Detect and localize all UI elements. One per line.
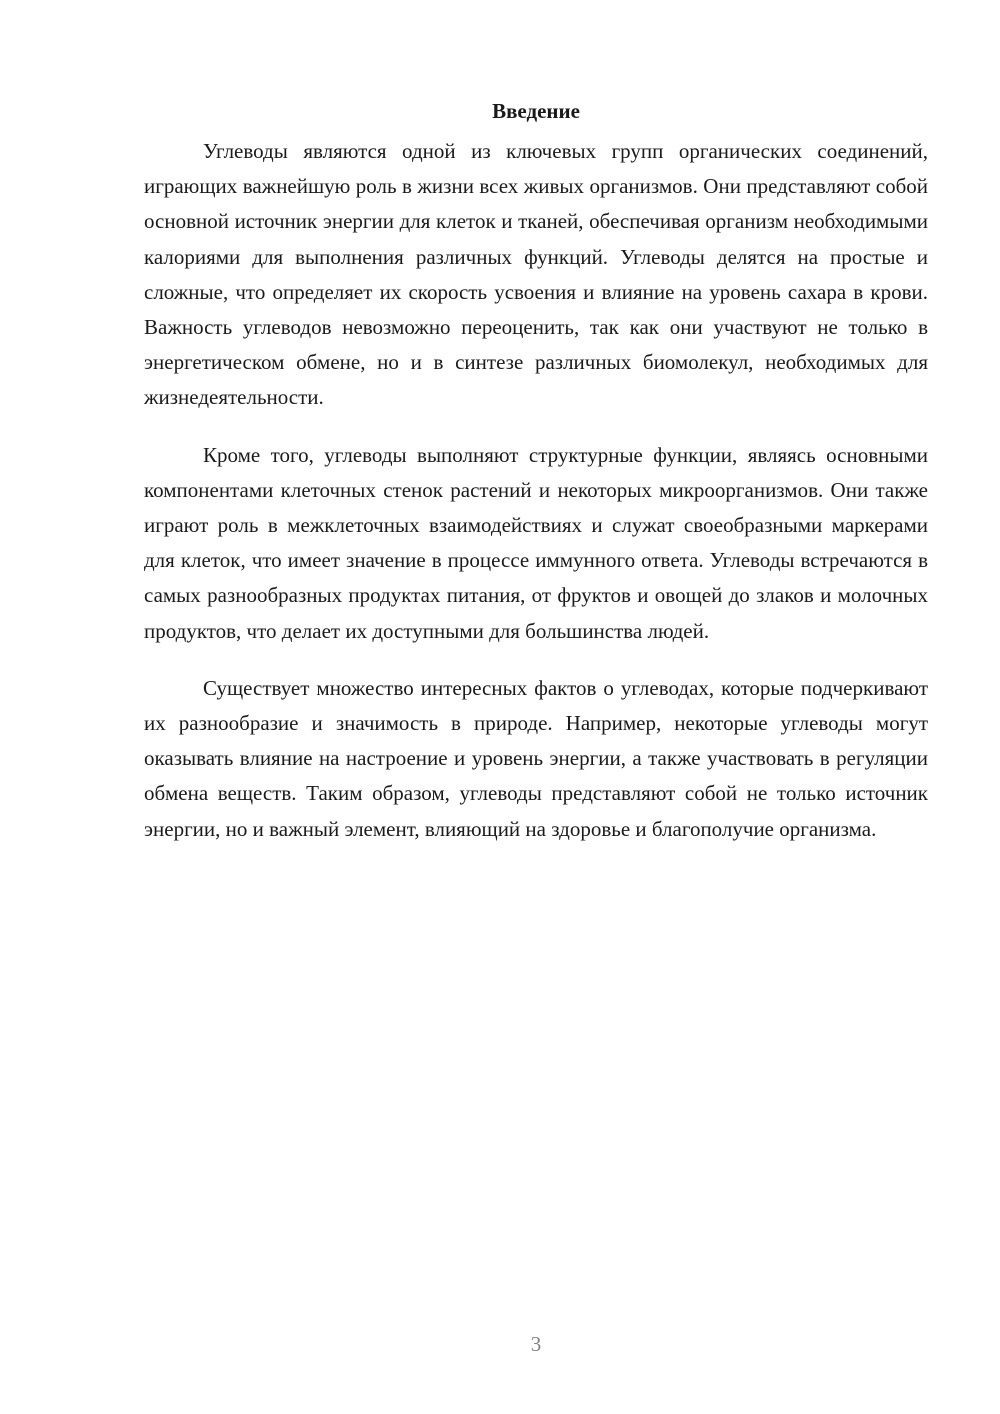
section-title: Введение [492, 99, 580, 123]
page-content [144, 96, 928, 869]
paragraph-2: Кроме того, углеводы выполняют структурные функции, являясь основными компонентами клеточных стенок растений и некоторых микроорганизмов. Они также играют роль в межклеточных взаимодействиях и служат своеобразными маркерами для клеток, что имеет значение в процессе иммунного ответа. Углеводы встречаются в самых разнообразных продуктах питания, от фруктов и овощей до злаков и молочных продуктов, что делает их доступными для большинства людей. [144, 442, 928, 643]
page-number: 3 [530, 1332, 542, 1356]
paragraph-3: Существует множество интересных фактов о углеводах, которые подчеркивают их разнообразие и значимость в природе. Например, некоторые углеводы могут оказывать влияние на настроение и уровень энергии, а также участвовать в регуляции обмена веществ. Таким образом, углеводы представляют собой не только источник энергии, но и важный элемент, влияющий на здоровье и благополучие организма. [144, 675, 928, 841]
paragraph-1: Углеводы являются одной из ключевых групп органических соединений, играющих важнейшую роль в жизни всех живых организмов. Они представляют собой основной источник энергии для клеток и тканей, обеспечивая организм необходимыми калориями для выполнения различных функций. Углеводы делятся на простые и сложные, что определяет их скорость усвоения и влияние на уровень сахара в крови. Важность углеводов невозможно переоценить, так как они участвуют не только в энергетическом обмене, но и в синтезе различных биомолекул, необходимых для жизнедеятельности. [144, 139, 928, 410]
